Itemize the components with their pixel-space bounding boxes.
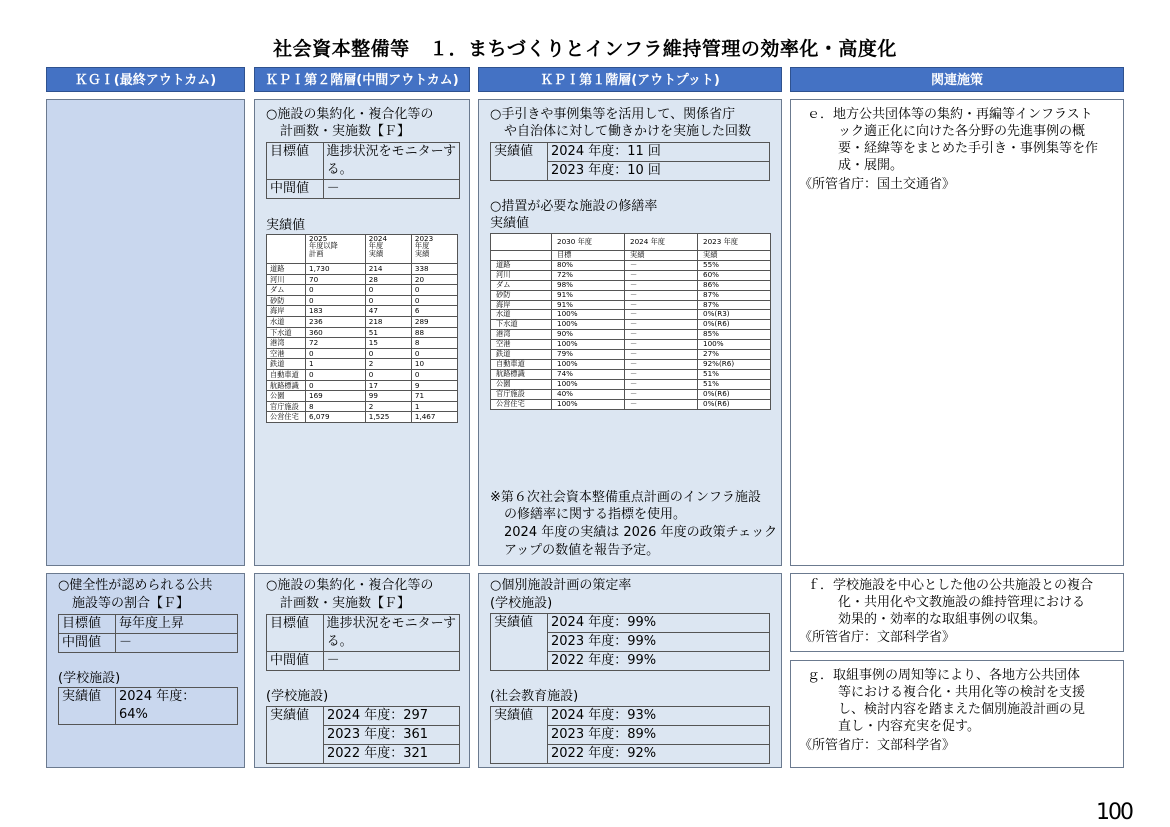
measure-e-cell (790, 99, 1124, 566)
value-cell: 0%(R6) (698, 399, 771, 409)
table-row (491, 359, 771, 369)
value-cell: 28 (365, 274, 411, 285)
value-cell: － (625, 389, 698, 399)
row-label-cell: 下水道 (267, 327, 306, 338)
table-head-cell: 実績 (625, 251, 698, 261)
table-row (491, 350, 771, 360)
table-row (267, 348, 458, 359)
value-cell: 86% (698, 280, 771, 290)
measure-e-line4: 成・展開。 (838, 158, 904, 173)
result-value: 2024 年度：99% (548, 614, 770, 633)
value-cell: 2 (365, 359, 411, 370)
target-label: 目標値 (59, 615, 116, 634)
kpi1-r2-sub2: (社会教育施設) (490, 689, 579, 704)
value-cell: 8 (411, 338, 457, 349)
row-label-cell: 砂防 (267, 295, 306, 306)
kpi2-r2-sub: (学校施設) (266, 689, 329, 704)
value-cell: 0 (411, 369, 457, 380)
table-row (267, 338, 458, 349)
result-value (116, 688, 238, 725)
kpi1-r2-school-table (490, 613, 770, 671)
value-cell: 79% (552, 350, 625, 360)
row-label-cell: 鉄道 (267, 359, 306, 370)
row-label-cell: 航路標識 (491, 369, 552, 379)
table-row (491, 270, 771, 280)
row-label-cell: 空港 (267, 348, 306, 359)
table-row (267, 264, 458, 275)
value-cell: － (625, 310, 698, 320)
kpi1-r1-results-table (490, 142, 770, 181)
results-label: 実績値 (491, 614, 548, 671)
kpi1-r1-title1: ○手引きや事例集等を活用して、関係省庁 (490, 107, 736, 122)
table-row (491, 330, 771, 340)
table-row (491, 369, 771, 379)
value-cell: － (625, 379, 698, 389)
row-label-cell: 公園 (491, 379, 552, 389)
value-cell: 85% (698, 330, 771, 340)
value-cell: 71 (411, 391, 457, 402)
row-label-cell: 自動車道 (267, 369, 306, 380)
results-label: 実績値 (491, 143, 548, 181)
value-cell: 27% (698, 350, 771, 360)
measure-e-line3: 要・経緯等をまとめた手引き・事例集等を作 (838, 141, 1099, 156)
results-label: 実績値 (267, 707, 324, 764)
value-cell: 100% (552, 399, 625, 409)
table-head-cell: 2024 年度 (625, 234, 698, 251)
value-cell: － (625, 280, 698, 290)
target-value (323, 615, 459, 652)
row-label-cell: 河川 (267, 274, 306, 285)
result-value: 2022 年度：92% (548, 745, 770, 764)
value-cell: 1,525 (365, 412, 411, 423)
value-cell: 17 (365, 380, 411, 391)
mid-value: － (323, 652, 459, 671)
result-value: 2023 年度：10 回 (548, 162, 770, 181)
table-row (491, 290, 771, 300)
table-head-cell: 2025 年度以降 計画 (306, 235, 366, 264)
measure-f-line2: 化・共用化や文教施設の維持管理における (838, 595, 1086, 610)
table-row (491, 320, 771, 330)
value-cell: － (625, 260, 698, 270)
row-label-cell: 水道 (491, 310, 552, 320)
value-cell: 0%(R6) (698, 320, 771, 330)
value-cell: － (625, 290, 698, 300)
value-cell: － (625, 340, 698, 350)
kpi1-cell-row2 (478, 573, 782, 768)
table-row (267, 285, 458, 296)
value-cell: 100% (552, 359, 625, 369)
value-cell: 360 (306, 327, 366, 338)
value-cell: 0 (306, 295, 366, 306)
row-label-cell: 官庁施設 (267, 401, 306, 412)
result-value: 2023 年度：361 (324, 726, 460, 745)
target-label: 目標値 (267, 143, 324, 180)
value-cell: 8 (306, 401, 366, 412)
kpi1-r1-repair-table (490, 233, 771, 410)
row-label-cell: 航路標識 (267, 380, 306, 391)
measure-g-line3: し、検討内容を踏まえた個別施設計画の見 (838, 702, 1086, 717)
header-kpi2: ＫＰＩ第２階層(中間アウトカム) (254, 67, 470, 92)
measure-g-line1: ｇ．取組事例の周知等により、各地方公共団体 (807, 668, 1081, 683)
measure-f-cell (790, 573, 1124, 652)
table-row (267, 274, 458, 285)
result-value: 2022 年度：321 (324, 745, 460, 764)
value-cell: 0%(R3) (698, 310, 771, 320)
value-cell: 91% (552, 300, 625, 310)
table-head-cell: 目標 (552, 251, 625, 261)
value-cell: 100% (698, 340, 771, 350)
value-cell: 0 (306, 285, 366, 296)
value-cell: － (625, 330, 698, 340)
value-cell: － (625, 350, 698, 360)
page-number: 100 (1096, 800, 1132, 825)
value-cell: 74% (552, 369, 625, 379)
value-cell: 10 (411, 359, 457, 370)
row-label-cell: 公営住宅 (491, 399, 552, 409)
value-cell: 51% (698, 369, 771, 379)
value-cell: 87% (698, 290, 771, 300)
table-head-cell: 実績 (698, 251, 771, 261)
table-row (491, 379, 771, 389)
kpi2-cell-row2 (254, 573, 470, 768)
table-row (267, 391, 458, 402)
row-label-cell: 公営住宅 (267, 412, 306, 423)
value-cell: 51 (365, 327, 411, 338)
kpi1-r2-sub1: (学校施設) (490, 596, 553, 611)
table-row (267, 401, 458, 412)
value-cell: 40% (552, 389, 625, 399)
row-label-cell: 空港 (491, 340, 552, 350)
measure-f-ministry: 《所管省庁：文部科学省》 (799, 630, 956, 645)
kgi-cell-row2 (46, 573, 245, 768)
kpi2-r2-title2: 計画数・実施数【Ｆ】 (280, 596, 411, 611)
value-cell: 2 (365, 401, 411, 412)
header-kgi: ＫＧＩ(最終アウトカム) (46, 67, 245, 92)
table-head-cell: 2030 年度 (552, 234, 625, 251)
value-cell: 100% (552, 340, 625, 350)
value-cell: 183 (306, 306, 366, 317)
table-row (491, 310, 771, 320)
kpi2-cell-row1 (254, 99, 470, 566)
value-cell: 100% (552, 379, 625, 389)
kpi1-r1-note4: アップの数値を報告予定。 (504, 543, 660, 558)
table-row (267, 295, 458, 306)
value-cell: 70 (306, 274, 366, 285)
table-head-cell: 2023 年度 (698, 234, 771, 251)
header-measures: 関連施策 (790, 67, 1124, 92)
table-head-cell: 2023 年度 実績 (411, 235, 457, 264)
measure-e-line2: ック適正化に向けた各分野の先進事例の概 (838, 124, 1086, 139)
table-head-cell (491, 234, 552, 251)
value-cell: 0 (365, 295, 411, 306)
kpi2-r2-title1: ○施設の集約化・複合化等の (266, 578, 434, 593)
measure-g-ministry: 《所管省庁：文部科学省》 (799, 738, 956, 753)
value-cell: 0 (411, 295, 457, 306)
table-row (267, 369, 458, 380)
mid-value: － (116, 634, 238, 653)
measure-g-line4: 直し・内容充実を促す。 (838, 719, 980, 734)
value-cell: 0 (365, 285, 411, 296)
kpi1-r1-title2: や自治体に対して働きかけを実施した回数 (504, 124, 752, 139)
result-value: 2024 年度：297 (324, 707, 460, 726)
value-cell: 87% (698, 300, 771, 310)
row-label-cell: 港湾 (267, 338, 306, 349)
result-value: 2023 年度：89% (548, 726, 770, 745)
target-value (323, 143, 459, 180)
table-row (491, 260, 771, 270)
measure-e-line1: ｅ．地方公共団体等の集約・再編等インフラスト (807, 107, 1093, 122)
kgi-sub: (学校施設) (58, 671, 121, 686)
value-cell: 100% (552, 320, 625, 330)
mid-label: 中間値 (267, 652, 324, 671)
kpi2-r1-results-label: 実績値 (266, 218, 306, 233)
measure-e-ministry: 《所管省庁：国土交通省》 (799, 177, 956, 192)
value-cell: 0 (306, 348, 366, 359)
value-cell: 92%(R6) (698, 359, 771, 369)
kpi2-r2-target-table (266, 614, 460, 671)
value-cell: 0 (411, 285, 457, 296)
target-value: 毎年度上昇 (116, 615, 238, 634)
measure-f-line3: 効果的・効率的な取組事例の収集。 (838, 612, 1047, 627)
value-cell: 169 (306, 391, 366, 402)
kpi2-r1-title1: ○施設の集約化・複合化等の (266, 107, 434, 122)
result-value: 2024 年度：11 回 (548, 143, 770, 162)
row-label-cell: ダム (267, 285, 306, 296)
kpi2-r1-title2: 計画数・実施数【Ｆ】 (280, 124, 411, 139)
row-label-cell: 下水道 (491, 320, 552, 330)
kpi1-r1-note2: の修繕率に関する指標を使用。 (504, 507, 687, 522)
value-cell: 0%(R6) (698, 389, 771, 399)
value-cell: － (625, 359, 698, 369)
table-row (267, 327, 458, 338)
row-label-cell: 鉄道 (491, 350, 552, 360)
value-cell: 1,730 (306, 264, 366, 275)
value-cell: 90% (552, 330, 625, 340)
kpi1-r2-social-table (490, 706, 770, 764)
mid-label: 中間値 (59, 634, 116, 653)
kpi2-r2-results-table (266, 706, 460, 764)
row-label-cell: 海岸 (267, 306, 306, 317)
table-row (491, 340, 771, 350)
measure-f-line1: ｆ．学校施設を中心とした他の公共施設との複合 (807, 578, 1094, 593)
kgi-results-table (58, 687, 238, 725)
value-cell: 72% (552, 270, 625, 280)
kpi2-r1-target-table (266, 142, 460, 199)
value-cell: 218 (365, 316, 411, 327)
target-value-line1: 進捗状況をモニターす (326, 616, 456, 631)
kgi-target-table (58, 614, 238, 653)
row-label-cell: 水道 (267, 316, 306, 327)
mid-label: 中間値 (267, 180, 324, 199)
kpi1-cell-row1 (478, 99, 782, 566)
target-value-line2: る。 (326, 162, 353, 177)
value-cell: 100% (552, 310, 625, 320)
value-cell: 214 (365, 264, 411, 275)
row-label-cell: 道路 (491, 260, 552, 270)
row-label-cell: 自動車道 (491, 359, 552, 369)
row-label-cell: ダム (491, 280, 552, 290)
kgi-title2: 施設等の割合【Ｆ】 (72, 596, 190, 611)
table-head-cell (267, 235, 306, 264)
row-label-cell: 道路 (267, 264, 306, 275)
value-cell: 1 (306, 359, 366, 370)
value-cell: 0 (306, 380, 366, 391)
table-head-cell: 2024 年度 実績 (365, 235, 411, 264)
value-cell: 99 (365, 391, 411, 402)
kpi1-r1-results-label2: 実績値 (490, 216, 530, 231)
results-label: 実績値 (59, 688, 116, 725)
value-cell: 0 (365, 369, 411, 380)
table-row (491, 280, 771, 290)
mid-value: － (323, 180, 459, 199)
row-label-cell: 河川 (491, 270, 552, 280)
kgi-cell-row1 (46, 99, 245, 566)
value-cell: 91% (552, 290, 625, 300)
target-value-line1: 進捗状況をモニターす (326, 144, 456, 159)
header-kpi1: ＫＰＩ第１階層(アウトプット) (478, 67, 782, 92)
value-cell: 15 (365, 338, 411, 349)
table-row (267, 359, 458, 370)
result-line1: 2024 年度： (119, 689, 196, 704)
value-cell: 20 (411, 274, 457, 285)
table-row (267, 316, 458, 327)
result-line2: 64% (119, 707, 148, 722)
row-label-cell: 官庁施設 (491, 389, 552, 399)
result-value: 2024 年度：93% (548, 707, 770, 726)
table-row (491, 399, 771, 409)
value-cell: 289 (411, 316, 457, 327)
value-cell: 72 (306, 338, 366, 349)
value-cell: － (625, 320, 698, 330)
value-cell: － (625, 399, 698, 409)
table-row (267, 306, 458, 317)
results-label: 実績値 (491, 707, 548, 764)
table-head-cell (491, 251, 552, 261)
table-row (267, 412, 458, 423)
value-cell: 0 (411, 348, 457, 359)
kpi1-r1-note3: 2024 年度の実績は 2026 年度の政策チェック (504, 525, 778, 540)
target-value-line2: る。 (326, 634, 353, 649)
kpi1-r1-title3: ○措置が必要な施設の修繕率 (490, 199, 658, 214)
value-cell: 55% (698, 260, 771, 270)
result-value: 2022 年度：99% (548, 652, 770, 671)
value-cell: 80% (552, 260, 625, 270)
value-cell: 1,467 (411, 412, 457, 423)
measure-g-cell (790, 660, 1124, 768)
value-cell: 236 (306, 316, 366, 327)
value-cell: 51% (698, 379, 771, 389)
value-cell: 98% (552, 280, 625, 290)
page-title: 社会資本整備等 １．まちづくりとインフラ維持管理の効率化・高度化 (273, 38, 897, 60)
kpi1-r1-note1: ※第６次社会資本整備重点計画のインフラ施設 (490, 490, 761, 505)
table-row (267, 380, 458, 391)
measure-g-line2: 等における複合化・共用化等の検討を支援 (838, 685, 1086, 700)
value-cell: － (625, 270, 698, 280)
value-cell: 9 (411, 380, 457, 391)
row-label-cell: 海岸 (491, 300, 552, 310)
value-cell: － (625, 369, 698, 379)
row-label-cell: 砂防 (491, 290, 552, 300)
kgi-title1: ○健全性が認められる公共 (58, 578, 213, 593)
value-cell: 47 (365, 306, 411, 317)
kpi1-r2-title1: ○個別施設計画の策定率 (490, 578, 632, 593)
row-label-cell: 港湾 (491, 330, 552, 340)
value-cell: 6 (411, 306, 457, 317)
value-cell: 0 (365, 348, 411, 359)
table-row (491, 300, 771, 310)
value-cell: 60% (698, 270, 771, 280)
target-label: 目標値 (267, 615, 324, 652)
value-cell: 6,079 (306, 412, 366, 423)
table-row (491, 389, 771, 399)
row-label-cell: 公園 (267, 391, 306, 402)
value-cell: 1 (411, 401, 457, 412)
kpi2-r1-results-table (266, 234, 458, 423)
value-cell: 338 (411, 264, 457, 275)
value-cell: － (625, 300, 698, 310)
value-cell: 88 (411, 327, 457, 338)
value-cell: 0 (306, 369, 366, 380)
result-value: 2023 年度：99% (548, 633, 770, 652)
